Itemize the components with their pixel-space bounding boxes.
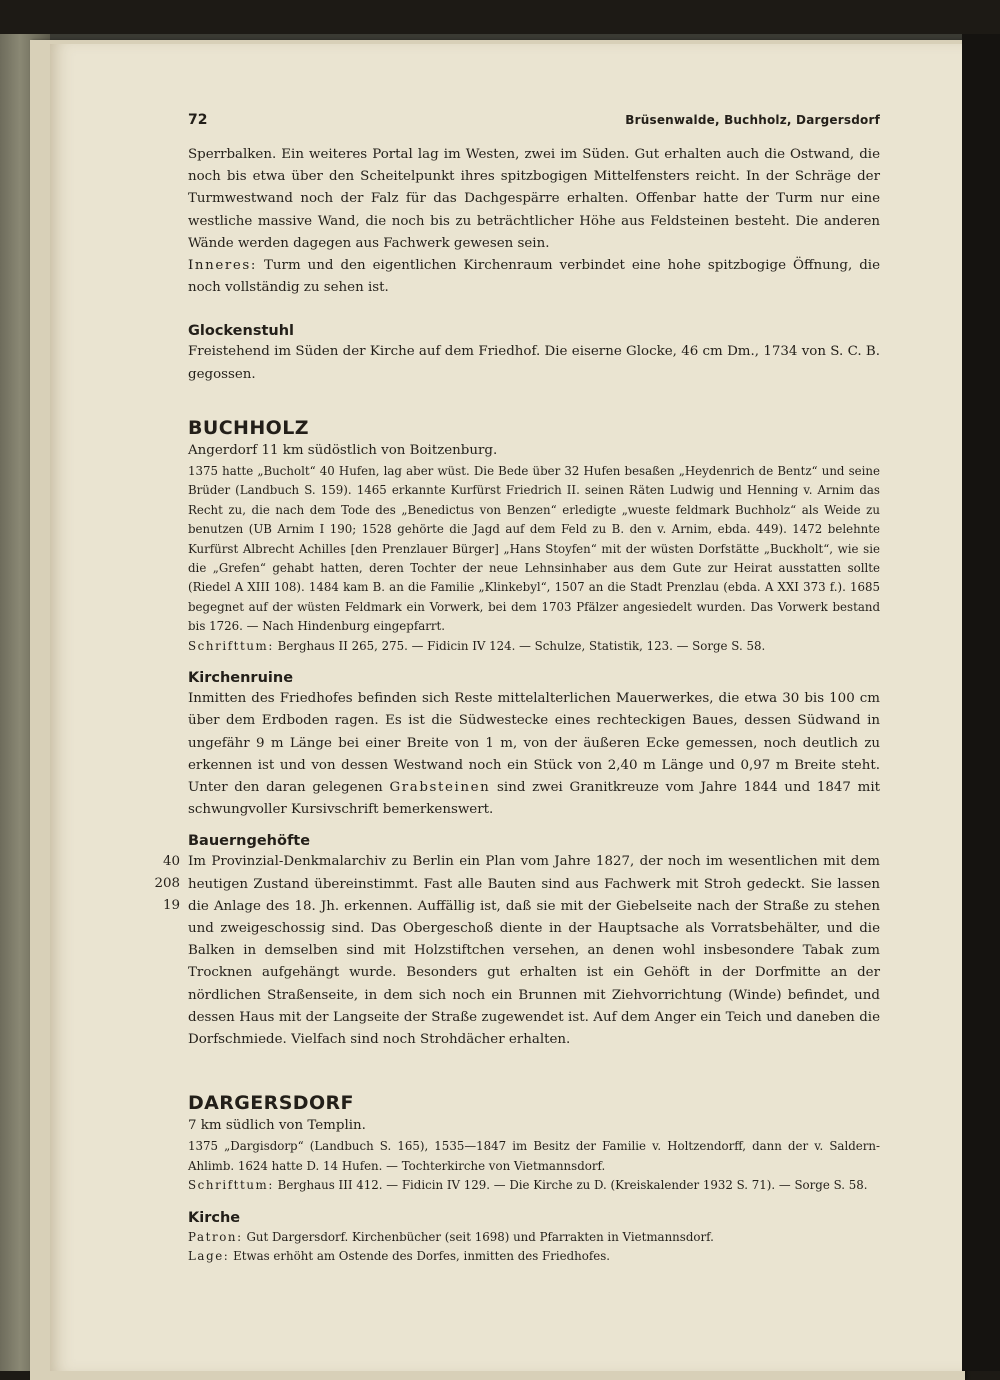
buchholz-schrifttum-text: Berghaus II 265, 275. — Fidicin IV 124. — Schulze, Statistik, 123. — Sorge S. 58. [277, 638, 766, 653]
kirche-lage-text: Etwas erhöht am Ostende des Dorfes, inmitten des Friedhofes. [233, 1248, 611, 1263]
kirche-lage-label: Lage: [188, 1248, 230, 1263]
kirchenruine-text [188, 688, 880, 821]
glockenstuhl-text: Freistehend im Süden der Kirche auf dem Friedhof. Die eiserne Glocke, 46 cm Dm., 1734 von S. C. B. gegossen. [188, 344, 880, 382]
bauerngehoefte-text: Im Provinzial-Denkmalarchiv zu Berlin ein Plan vom Jahre 1827, der noch im wesentlichen mit dem heutigen Zustand übereinstimmt. Fast alle Bauten sind aus Fachwerk mit Stroh gedeckt. Sie lassen die Anlage des 18. Jh. erkennen. Auffällig ist, daß sie mit der Giebelseite nach der Straße zu stehen und zweigeschossig sind. Das Obergeschoß diente in der Hauptsache als Vorratsbehälter, und die Balken in demselben sind mit Holzstiftchen versehen, an denen wohl insbesondere Tabak zum Trocknen aufgehängt wurde. Besonders gut erhalten ist ein Gehöft in der Dorfmitte an der nördlichen Straßenseite, in dem sich noch ein Brunnen mit Ziehvorrichtung (Winde) befindet, und dessen Haus mit der Langseite der Straße zugewendet ist. Auf dem Anger ein Teich und daneben die Dorfschmiede. Vielfach sind noch Strohdächer erhalten. [188, 854, 880, 1047]
inneres-label: Inneres: [188, 258, 257, 274]
kirchenruine-text-after: sind zwei Granitkreuze vom Jahre 1844 und 1847 mit schwungvoller Kursivschrift bemerkenswert. [188, 779, 881, 818]
kirche-lage [188, 1247, 880, 1266]
buchholz-heading: BUCHHOLZ [188, 416, 309, 439]
buchholz-schrifttum [188, 637, 880, 656]
dargersdorf-schrifttum-text: Berghaus III 412. — Fidicin IV 129. — Die Kirche zu D. (Kreiskalender 1932 S. 71). — Sorge S. 58. [277, 1178, 868, 1193]
kirche-patron-text: Gut Dargersdorf. Kirchenbücher (seit 1698) und Pfarrakten in Vietmannsdorf. [246, 1229, 714, 1244]
dargersdorf-history: 1375 „Dargisdorp“ (Landbuch S. 165), 1535—1847 im Besitz der Familie v. Holtzendorff, dann der v. Saldern-Ahlimb. 1624 hatte D. 14 Hufen. — Tochterkirche von Vietmannsdorf. [188, 1139, 880, 1173]
page-number: 72 [188, 112, 208, 128]
kirche-heading: Kirche [188, 1209, 241, 1226]
inneres-text: Turm und den eigentlichen Kirchenraum verbindet eine hohe spitzbogige Öffnung, die noch vollständig zu sehen ist. [188, 258, 880, 296]
kirchenruine-text-before: Inmitten des Friedhofes befinden sich Reste mittelalterlichen Mauerwerkes, die etwa 30 bis 100 cm über dem Erdboden ragen. Es ist die Südwestecke eines rechteckigen Baues, dessen Südwand in ungefähr 9 m Länge bei einer Breite von 1 m, von der äußeren Ecke gemessen, noch deutlich zu erkennen ist und von dessen Westwand noch ein Stück von 2,40 m Länge und 0,97 m Breite steht. Unter den daran gelegenen [188, 691, 880, 795]
dargersdorf-location: 7 km südlich von Templin. [188, 1118, 366, 1134]
right-background [962, 34, 1000, 1371]
bauerngehoefte-heading: Bauerngehöfte [188, 833, 311, 850]
intro-paragraph: Sperrbalken. Ein weiteres Portal lag im Westen, zwei im Süden. Gut erhalten auch die Ostwand, die noch bis etwa über den Scheitelpunkt ihres spitzbogigen Mittelfensters reicht. In der Schräge der Turmwestwand noch der Falz für das Dachgespärre erhalten. Offenbar hatte der Turm nur eine westliche massive Wand, die noch bis zu beträchtlicher Höhe aus Feldsteinen besteht. Die anderen Wände werden dagegen aus Fachwerk gewesen sein. [188, 147, 880, 251]
kirchenruine-spaced-word: Grabsteinen [389, 779, 491, 795]
kirchenruine-heading: Kirchenruine [188, 670, 294, 687]
page-content [154, 112, 881, 1266]
margin-number: 40 [162, 854, 180, 870]
margin-number: 19 [162, 898, 180, 914]
running-head: Brüsenwalde, Buchholz, Dargersdorf [625, 113, 880, 127]
page-header [188, 112, 880, 142]
inneres-paragraph [188, 255, 880, 299]
glockenstuhl-heading: Glockenstuhl [188, 323, 295, 340]
buchholz-schrifttum-label: Schrifttum: [188, 638, 274, 653]
buchholz-location: Angerdorf 11 km südöstlich von Boitzenburg. [188, 442, 498, 458]
bauerngehoefte-section [154, 851, 880, 1051]
dargersdorf-schrifttum [188, 1176, 880, 1195]
kirche-patron-label: Patron: [188, 1229, 243, 1244]
dargersdorf-schrifttum-label: Schrifttum: [188, 1178, 274, 1193]
dargersdorf-heading: DARGERSDORF [188, 1092, 354, 1115]
buchholz-history: 1375 hatte „Bucholt“ 40 Hufen, lag aber wüst. Die Bede über 32 Hufen besaßen „Heydenrich de Bentz“ und seine Brüder (Landbuch S. 159). 1465 erkannte Kurfürst Friedrich II. seinen Räten Ludwig und Henning v. Arnim das Recht zu, die nach dem Tode des „Benedictus von Benzen“ erledigte „wueste feldmark Buchholz“ als Weide zu benutzen (UB Arnim I 190; 1528 gehörte die Jagd auf dem Feld zu B. den v. Arnim, ebda. 449). 1472 belehnte Kurfürst Albrecht Achilles [den Prenzlauer Bürger] „Hans Stoyfen“ mit der wüsten Dorfstätte „Buckholt“, wie sie die „Grefen“ gehabt hatten, deren Tochter der neue Lehnsinhaber aus dem Gute zur Heirat ausstatten sollte (Riedel A XIII 108). 1484 kam B. an die Familie „Klinkebyl“, 1507 an die Stadt Prenzlau (ebda. A XXI 373 f.). 1685 begegnet auf der wüsten Feldmark ein Vorwerk, bei dem 1703 Pfälzer angesiedelt wurden. Das Vorwerk bestand bis 1726. — Nach Hindenburg eingepfarrt. [188, 464, 880, 634]
kirche-patron [188, 1228, 880, 1247]
margin-number: 208 [154, 876, 180, 892]
